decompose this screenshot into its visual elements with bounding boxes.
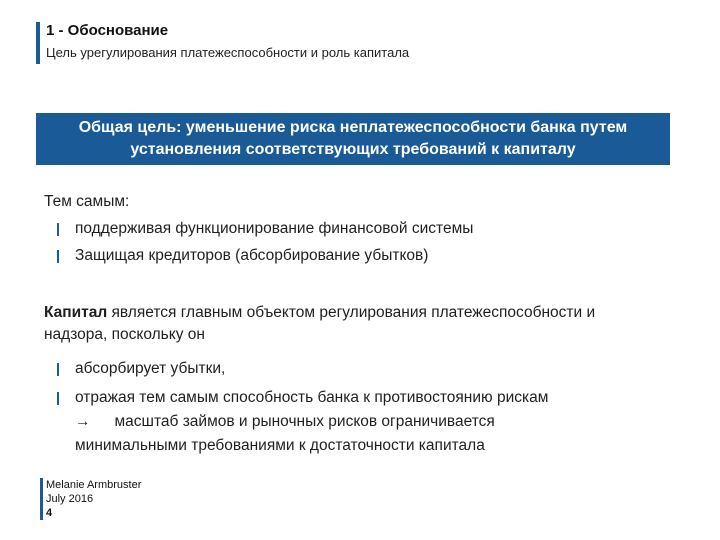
list-item: абсорбирует убытки,	[75, 360, 226, 377]
section2-line-1-rest: является главным объектом регулирования платежеспособности и	[107, 304, 596, 321]
list-item: Защищая кредиторов (абсорбирование убытков)	[75, 247, 429, 264]
bullet-marker	[57, 392, 59, 405]
footer-date: July 2016	[46, 493, 94, 505]
page-number: 4	[46, 507, 53, 519]
goal-box	[36, 113, 670, 165]
bullet-marker	[57, 250, 59, 263]
section2-line-1	[44, 304, 595, 322]
capital-bold-word: Капитал	[44, 304, 108, 321]
right-arrow-icon: →	[75, 413, 91, 430]
arrow-line	[75, 413, 495, 431]
page-title: 1 - Обоснование	[46, 22, 169, 39]
list-item: отражая тем самым способность банка к противостоянию рискам	[75, 389, 549, 406]
footer-accent-bar	[40, 478, 43, 520]
page-subtitle: Цель урегулирования платежеспособности и роль капитала	[46, 45, 410, 60]
section1-intro: Тем самым:	[44, 193, 130, 210]
goal-line-2: установления соответствующих требований к капиталу	[130, 141, 576, 158]
list-item: поддерживая функционирование финансовой системы	[75, 220, 474, 237]
arrow-text-line-2: минимальными требованиями к достаточности капитала	[75, 437, 485, 454]
bullet-marker	[57, 223, 59, 236]
goal-line-1: Общая цель: уменьшение риска неплатежеспособности банка путем	[78, 119, 628, 136]
arrow-text: масштаб займов и рыночных рисков ограничивается	[114, 413, 495, 430]
footer-author: Melanie Armbruster	[46, 479, 142, 491]
section2-line-2: надзора, поскольку он	[44, 326, 205, 343]
header-accent-bar	[36, 22, 40, 64]
bullet-marker	[57, 363, 59, 376]
